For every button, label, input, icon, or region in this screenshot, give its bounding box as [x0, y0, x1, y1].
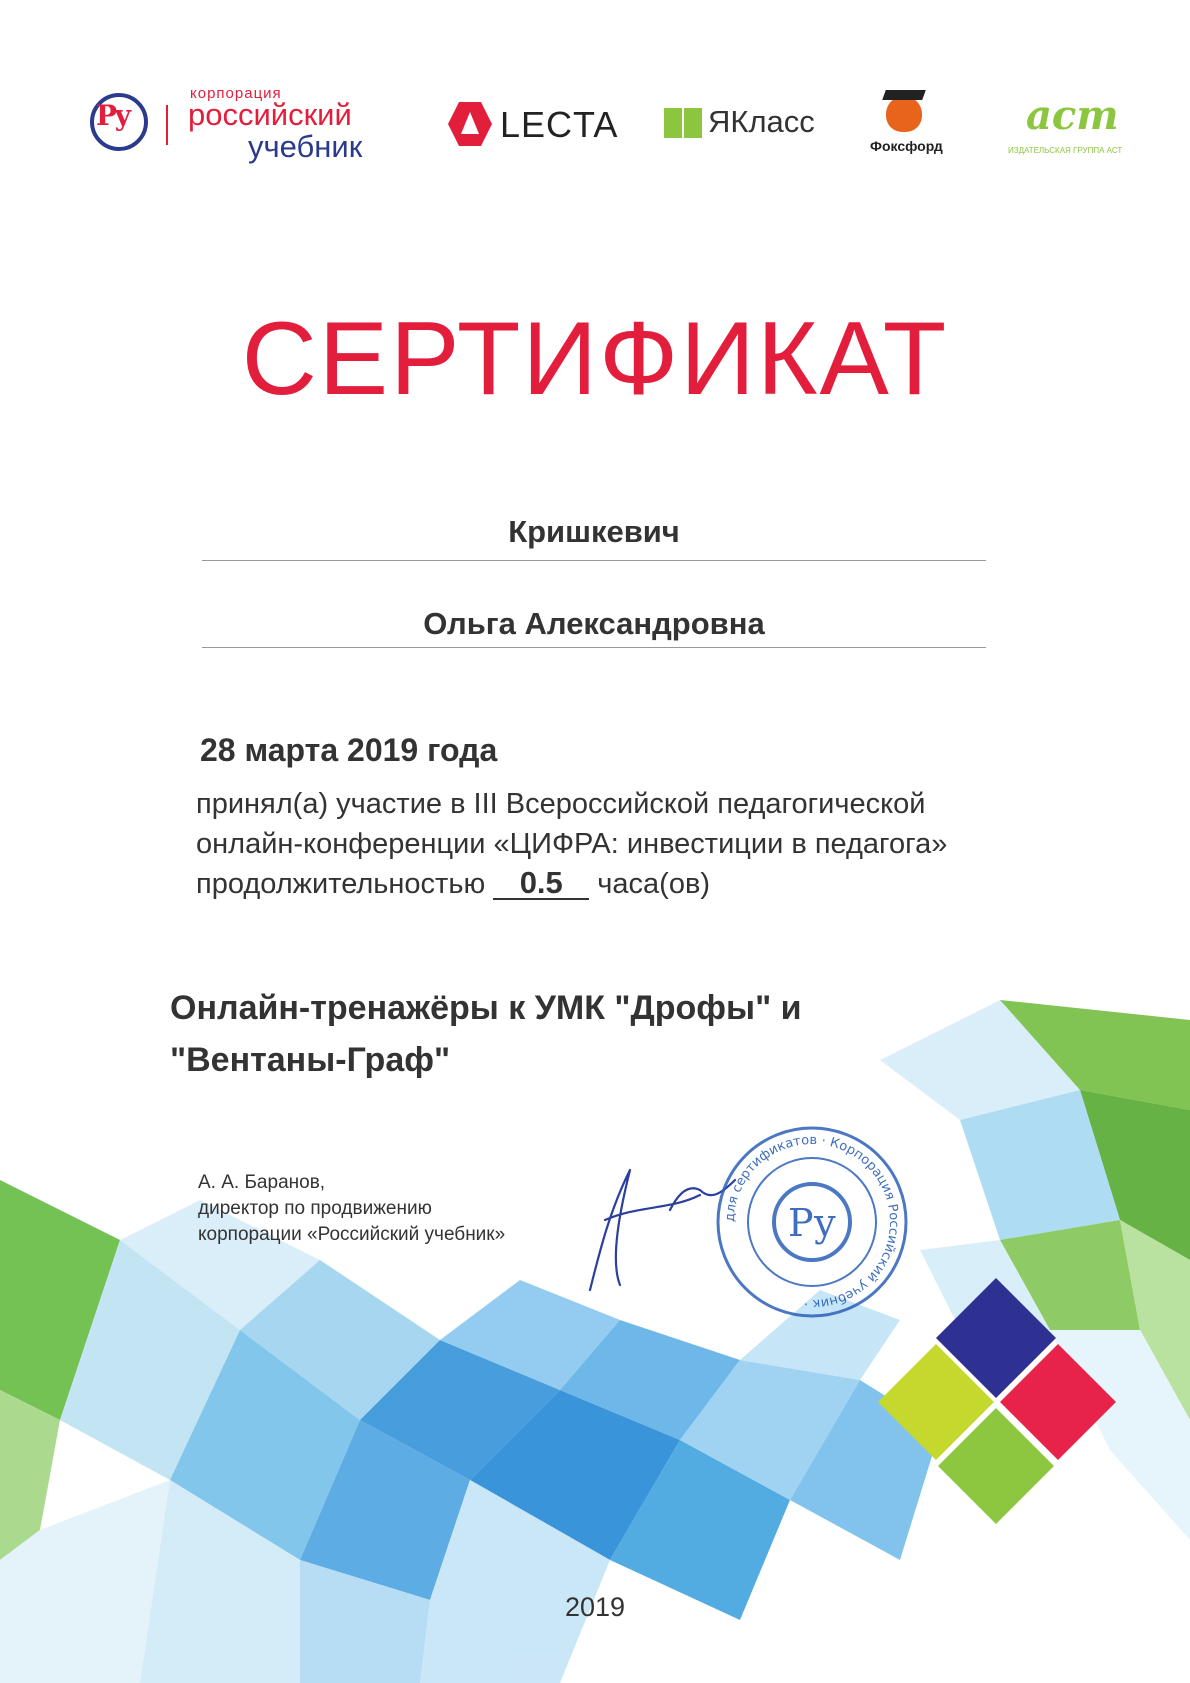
recipient-given-names: Ольга Александровна [423, 606, 765, 641]
logo-separator [166, 105, 168, 145]
certificate-title: СЕРТИФИКАТ [241, 301, 949, 417]
lecta-hexagon-icon [448, 102, 492, 146]
signer-name: А. А. Баранов, [198, 1172, 326, 1193]
decorative-diamonds [876, 1268, 1116, 1558]
graduation-cap-icon [882, 90, 926, 100]
event-date: 28 марта 2019 года [200, 732, 498, 768]
foxford-logo [860, 90, 950, 160]
certificate-year: 2019 [564, 1592, 626, 1622]
given-names-underline [202, 647, 986, 648]
event-title-line-1: Онлайн-тренажёры к УМК "Дрофы" и [170, 989, 802, 1027]
yaklass-logo [664, 104, 824, 148]
lecta-logo [448, 100, 619, 150]
event-title-line-2: "Вентаны-Граф" [170, 1041, 451, 1079]
lecta-logo-text: LECTA [500, 104, 619, 145]
rossiyskiy-uchebnik-logo [90, 85, 400, 165]
duration-hours: 0.5 [493, 868, 589, 900]
ast-logo-caption: ИЗДАТЕЛЬСКАЯ ГРУППА АСТ [1008, 146, 1123, 155]
signer-block [198, 1170, 505, 1248]
stamp-ring-text: для сертификатов · Корпорация Российский учебник · [722, 1132, 902, 1312]
official-stamp [712, 1122, 912, 1322]
fox-icon [886, 96, 922, 132]
ru-logo-line2: учебник [248, 129, 363, 164]
participation-line-2: онлайн-конференции «ЦИФРА: инвестиции в педагога» [196, 828, 948, 860]
ru-logo-line1: российский [188, 97, 352, 132]
event-section-title [170, 982, 930, 1086]
participation-line-3 [196, 864, 1016, 904]
participation-text [196, 784, 1016, 904]
participation-line-1: принял(а) участие в III Всероссийской педагогической [196, 788, 926, 820]
duration-unit: часа(ов) [589, 868, 711, 900]
ast-logo [1008, 92, 1123, 162]
ru-logo-small-text: корпорация [190, 85, 282, 102]
recipient-surname: Кришкевич [508, 514, 680, 549]
surname-underline [202, 560, 986, 561]
signer-organization: корпорации «Российский учебник» [198, 1224, 506, 1245]
duration-label: продолжительностью [196, 868, 494, 900]
foxford-logo-text: Фоксфорд [870, 138, 943, 154]
stamp-center-mark: Ру [788, 1201, 836, 1245]
signer-position: директор по продвижению [198, 1198, 432, 1219]
ast-mark: аст [1026, 92, 1119, 139]
yaklass-logo-text: ЯКласс [708, 104, 815, 139]
ru-mark-letters: Ру [96, 99, 129, 132]
book-icon [664, 108, 702, 138]
